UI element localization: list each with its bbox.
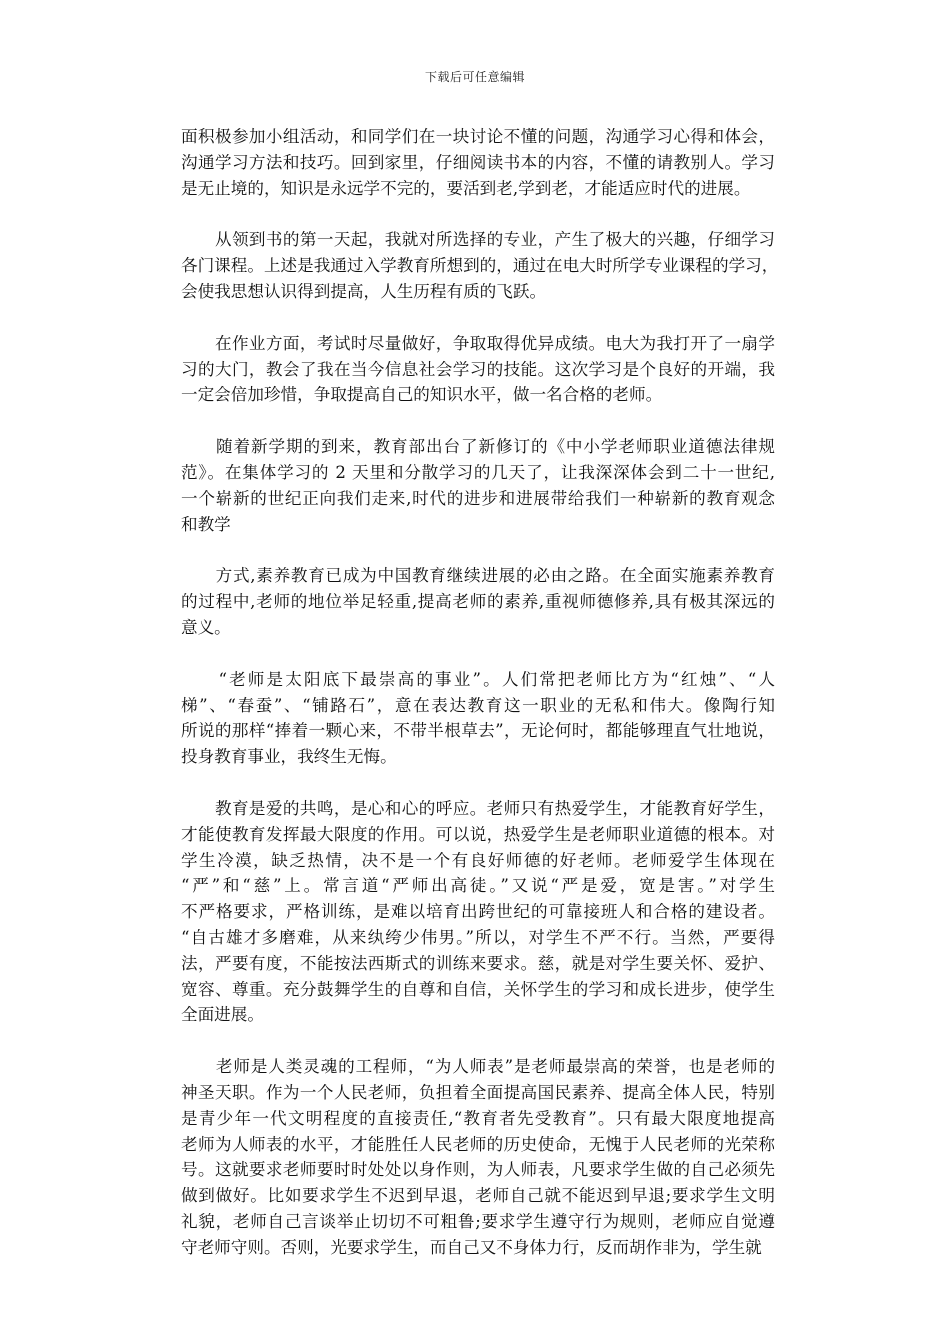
text-line: 才能使教育发挥最大限度的作用。可以说，热爱学生是老师职业道德的根本。对 bbox=[181, 824, 775, 844]
text-line: 法，严要有度，不能按法西斯式的训练来要求。慈，就是对学生要关怀、爱护、 bbox=[181, 953, 775, 973]
text-line: 各门课程。上述是我通过入学教育所想到的，通过在电大时所学专业课程的学习， bbox=[181, 256, 779, 276]
text-line: 所说的那样“捧着一颗心来，不带半根草去”，无论何时，都能够理直气壮地说， bbox=[181, 721, 775, 741]
text-line: 教育是爱的共鸣，是心和心的呼应。老师只有热爱学生，才能教育好学生， bbox=[181, 798, 775, 818]
text-line: 礼貌，老师自己言谈举止切切不可粗鲁;要求学生遵守行为规则，老师应自觉遵 bbox=[181, 1211, 775, 1231]
text-line: 一定会倍加珍惜，争取提高自己的知识水平，做一名合格的老师。 bbox=[181, 385, 663, 405]
text-line: 梯”、“春蚕”、“铺路石”，意在表达教育这一职业的无私和伟大。像陶行知 bbox=[181, 695, 775, 715]
paragraph bbox=[181, 434, 775, 537]
text-line: “自古雄才多磨难，从来纨绔少伟男。”所以，对学生不严不行。当然，严要得 bbox=[181, 927, 775, 947]
text-line: 在作业方面，考试时尽量做好，争取取得优异成绩。电大为我打开了一扇学 bbox=[181, 333, 775, 353]
text-line: 投身教育事业，我终生无悔。 bbox=[181, 747, 397, 767]
text-line: 习的大门，教会了我在当今信息社会学习的技能。这次学习是个良好的开端，我 bbox=[181, 359, 775, 379]
text-line: 面积极参加小组活动，和同学们在一块讨论不懂的问题，沟通学习心得和体会， bbox=[181, 127, 775, 146]
paragraph bbox=[181, 796, 775, 1028]
text-line: 守老师守则。否则，光要求学生，而自己又不身体力行，反而胡作非为，学生就 bbox=[181, 1237, 762, 1257]
text-line: 号。这就要求老师要时时处处以身作则，为人师表，凡要求学生做的自己必须先 bbox=[181, 1160, 775, 1180]
paragraph bbox=[181, 124, 775, 201]
text-line: 随着新学期的到来，教育部出台了新修订的《中小学老师职业道德法律规 bbox=[181, 437, 775, 457]
text-line: 神圣天职。作为一个人民老师，负担着全面提高国民素养、提高全体人民，特别 bbox=[181, 1082, 775, 1102]
text-line: 老师为人师表的水平，才能胜任人民老师的历史使命，无愧于人民老师的光荣称 bbox=[181, 1134, 775, 1154]
text-line: 方式,素养教育已成为中国教育继续进展的必由之路。在全面实施素养教育 bbox=[181, 566, 775, 586]
text-line: 做到做好。比如要求学生不迟到早退，老师自己就不能迟到早退;要求学生文明 bbox=[181, 1186, 775, 1206]
text-line: 范》。在集体学习的 2 天里和分散学习的几天了，让我深深体会到二十一世纪, bbox=[181, 462, 775, 482]
text-line: 老师是人类灵魂的工程师，“为人师表”是老师最崇高的荣誉，也是老师的 bbox=[181, 1057, 775, 1077]
text-line: “严”和“慈”上。常言道“严师出高徒。”又说“严是爱，宽是害。”对学生 bbox=[181, 876, 775, 896]
text-line: “老师是太阳底下最崇高的事业”。人们常把老师比方为“红烛”、“人 bbox=[181, 669, 775, 689]
paragraph bbox=[181, 331, 775, 408]
page-header: 下载后可任意编辑 bbox=[424, 70, 525, 84]
text-line: 宽容、尊重。充分鼓舞学生的自尊和自信，关怀学生的学习和成长进步，使学生 bbox=[181, 979, 775, 999]
paragraph bbox=[181, 1054, 775, 1260]
text-line: 意义。 bbox=[181, 617, 231, 637]
text-line: 一个崭新的世纪正向我们走来,时代的进步和进展带给我们一种崭新的教育观念 bbox=[181, 488, 775, 508]
text-line: 不严格要求，严格训练，是难以培育出跨世纪的可靠接班人和合格的建设者。 bbox=[181, 902, 775, 922]
text-line: 学生冷漠，缺乏热情，决不是一个有良好师德的好老师。老师爱学生体现在 bbox=[181, 850, 775, 870]
paragraph bbox=[181, 667, 775, 770]
text-line: 沟通学习方法和技巧。回到家里，仔细阅读书本的内容，不懂的请教别人。学习 bbox=[181, 152, 775, 172]
text-line: 从领到书的第一天起，我就对所选择的专业，产生了极大的兴趣，仔细学习 bbox=[181, 230, 775, 250]
paragraph bbox=[181, 227, 779, 304]
text-line: 会使我思想认识得到提高，人生历程有质的飞跃。 bbox=[181, 281, 547, 301]
text-line: 是无止境的，知识是永远学不完的，要活到老,学到老，才能适应时代的进展。 bbox=[181, 178, 751, 198]
text-line: 和教学 bbox=[181, 514, 231, 534]
document-body bbox=[181, 124, 779, 1286]
paragraph bbox=[181, 563, 775, 640]
text-line: 的过程中,老师的地位举足轻重,提高老师的素养,重视师德修养,具有极其深远的 bbox=[181, 592, 775, 612]
text-line: 是青少年一代文明程度的直接责任,“教育者先受教育”。只有最大限度地提高 bbox=[181, 1108, 775, 1128]
text-line: 全面进展。 bbox=[181, 1005, 264, 1025]
